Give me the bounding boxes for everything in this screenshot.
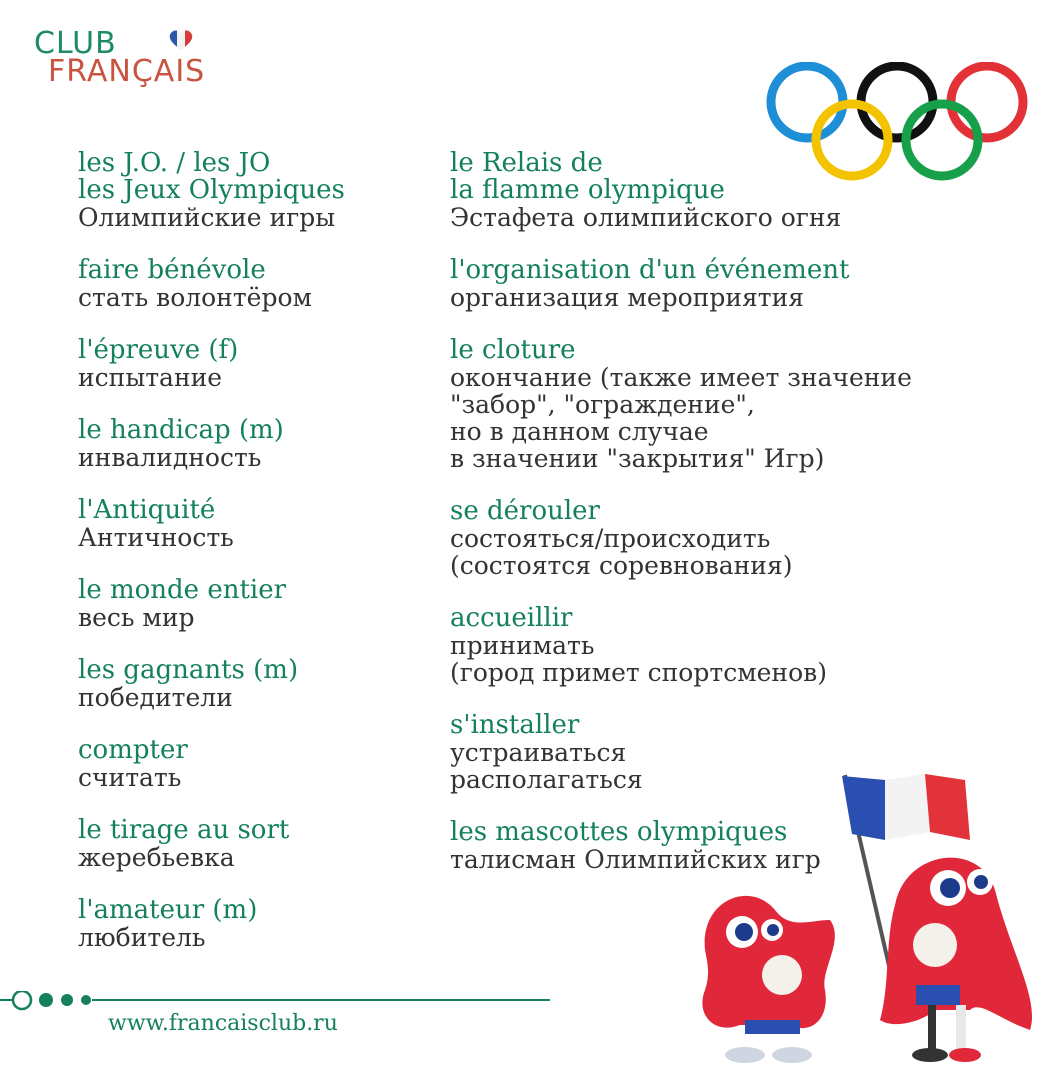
russian-translation: устраиваться располагаться: [450, 738, 643, 794]
french-term: l'amateur (m): [78, 895, 258, 925]
left-column: [78, 150, 418, 951]
russian-translation: состояться/происходить (состоятся соревнования): [450, 524, 793, 580]
vocab-entry: [78, 817, 418, 871]
vocab-entry: [78, 417, 418, 471]
vocab-entry: [78, 577, 418, 631]
french-term: s'installer: [450, 710, 580, 740]
french-term: se dérouler: [450, 496, 600, 526]
website-url[interactable]: www.francaisclub.ru: [108, 1011, 338, 1036]
vocab-entry: [78, 897, 418, 951]
vocab-entry: [78, 657, 418, 711]
french-term: accueillir: [450, 603, 573, 633]
logo-line1: CLUB: [34, 26, 117, 61]
french-term: les gagnants (m): [78, 655, 299, 685]
russian-translation: принимать (город примет спортсменов): [450, 631, 827, 687]
french-term: le cloture: [450, 335, 576, 365]
french-term: le handicap (m): [78, 415, 284, 445]
logo-line2: FRANÇAIS: [48, 54, 206, 89]
russian-translation: любитель: [78, 923, 206, 952]
russian-translation: победители: [78, 683, 233, 712]
russian-translation: Эстафета олимпийского огня: [450, 203, 842, 232]
vocab-entry: [78, 150, 418, 231]
french-term: faire bénévole: [78, 255, 266, 285]
vocab-entry: [450, 257, 920, 311]
vocab-entry: [450, 337, 920, 472]
russian-translation: испытание: [78, 363, 223, 392]
french-term: le tirage au sort: [78, 815, 290, 845]
russian-translation: жеребьевка: [78, 843, 235, 872]
dots-line-icon: [0, 991, 560, 1011]
right-column: [450, 150, 920, 873]
russian-translation: Античность: [78, 523, 234, 552]
vocab-entry: [450, 605, 920, 686]
russian-translation: талисман Олимпийских игр: [450, 845, 821, 874]
russian-translation: весь мир: [78, 603, 195, 632]
vocab-entry: [78, 257, 418, 311]
club-logo: [34, 26, 206, 89]
french-term: le Relais de la flamme olympique: [450, 148, 725, 205]
russian-translation: Олимпийские игры: [78, 203, 336, 232]
mascots-illustration: [680, 770, 1050, 1070]
russian-translation: окончание (также имеет значение "забор", "ограждение", но в данном случае в значении "закрытия" Игр): [450, 363, 912, 473]
russian-translation: организация мероприятия: [450, 283, 805, 312]
russian-translation: стать волонтёром: [78, 283, 312, 312]
french-term: l'organisation d'un événement: [450, 255, 850, 285]
russian-translation: считать: [78, 763, 182, 792]
french-term: les J.O. / les JO les Jeux Olympiques: [78, 148, 345, 205]
russian-translation: инвалидность: [78, 443, 262, 472]
vocab-entry: [450, 498, 920, 579]
vocab-entry: [78, 337, 418, 391]
french-term: l'Antiquité: [78, 495, 216, 525]
vocab-entry: [78, 497, 418, 551]
french-term: l'épreuve (f): [78, 335, 239, 365]
vocab-entry: [450, 150, 920, 231]
heart-flag-icon: [168, 28, 194, 52]
french-term: le monde entier: [78, 575, 287, 605]
french-term: compter: [78, 735, 188, 765]
vocab-entry: [78, 737, 418, 791]
french-term: les mascottes olympiques: [450, 817, 788, 847]
